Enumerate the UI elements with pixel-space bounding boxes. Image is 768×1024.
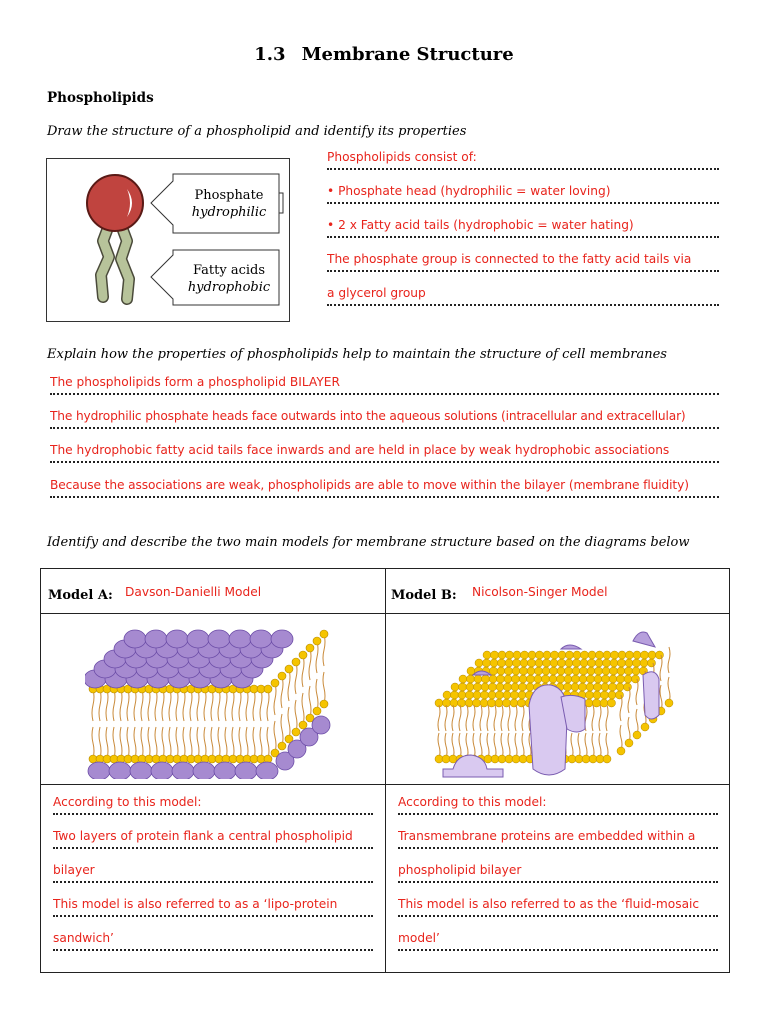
phospholipid-drawing — [47, 159, 291, 323]
model-b-line: phospholipid bilayer — [398, 863, 718, 883]
models-table — [40, 568, 730, 973]
title-text: Membrane Structure — [301, 44, 514, 65]
model-a-line: This model is also referred to as a ‘lipo-protein — [53, 897, 373, 917]
answer-line: a glycerol group — [327, 286, 719, 306]
model-b-line: This model is also referred to as the ‘fluid-mosaic — [398, 897, 718, 917]
prompt-draw-structure: Draw the structure of a phospholipid and identify its properties — [47, 124, 467, 139]
model-b-line: model’ — [398, 931, 718, 951]
model-a-label: Model A: — [48, 588, 113, 603]
answer-line: The phosphate group is connected to the fatty acid tails via — [327, 252, 719, 272]
fluid-mosaic-diagram — [433, 619, 683, 779]
fatty-acid-label-text: Fatty acids — [193, 263, 265, 278]
model-b-line: Transmembrane proteins are embedded within a — [398, 829, 718, 849]
fatty-acid-property: hydrophobic — [187, 280, 271, 295]
answer-line: • Phosphate head (hydrophilic = water loving) — [327, 184, 719, 204]
model-a-line: sandwich’ — [53, 931, 373, 951]
model-a-line: According to this model: — [53, 795, 373, 815]
davson-danielli-diagram — [85, 619, 335, 779]
model-a-name: Davson-Danielli Model — [125, 585, 262, 599]
section-heading: Phospholipids — [47, 90, 154, 106]
page-title — [0, 44, 768, 65]
fatty-acid-label — [179, 262, 279, 296]
section-number: 1.3 — [254, 44, 286, 65]
prompt-identify-models: Identify and describe the two main models for membrane structure based on the diagrams below — [47, 535, 690, 550]
phosphate-label-text: Phosphate — [194, 188, 264, 203]
answer-line: The hydrophilic phosphate heads face outwards into the aqueous solutions (intracellular and extracellular) — [50, 409, 719, 429]
answer-line: The hydrophobic fatty acid tails face inwards and are held in place by weak hydrophobic associations — [50, 443, 719, 463]
answer-line: The phospholipids form a phospholipid BILAYER — [50, 375, 719, 395]
answer-line: Because the associations are weak, phospholipids are able to move within the bilayer (membrane fluidity) — [50, 478, 719, 498]
phosphate-property: hydrophilic — [191, 205, 267, 220]
prompt-explain-properties: Explain how the properties of phospholipids help to maintain the structure of cell membranes — [47, 347, 667, 362]
phosphate-head — [87, 175, 143, 231]
answer-line: • 2 x Fatty acid tails (hydrophobic = water hating) — [327, 218, 719, 238]
model-b-line: According to this model: — [398, 795, 718, 815]
phospholipid-diagram — [46, 158, 290, 322]
phosphate-label — [179, 187, 279, 221]
model-a-line: bilayer — [53, 863, 373, 883]
model-b-label: Model B: — [391, 588, 457, 603]
model-a-line: Two layers of protein flank a central phospholipid — [53, 829, 373, 849]
model-b-name: Nicolson-Singer Model — [472, 585, 608, 599]
answer-line: Phospholipids consist of: — [327, 150, 719, 170]
